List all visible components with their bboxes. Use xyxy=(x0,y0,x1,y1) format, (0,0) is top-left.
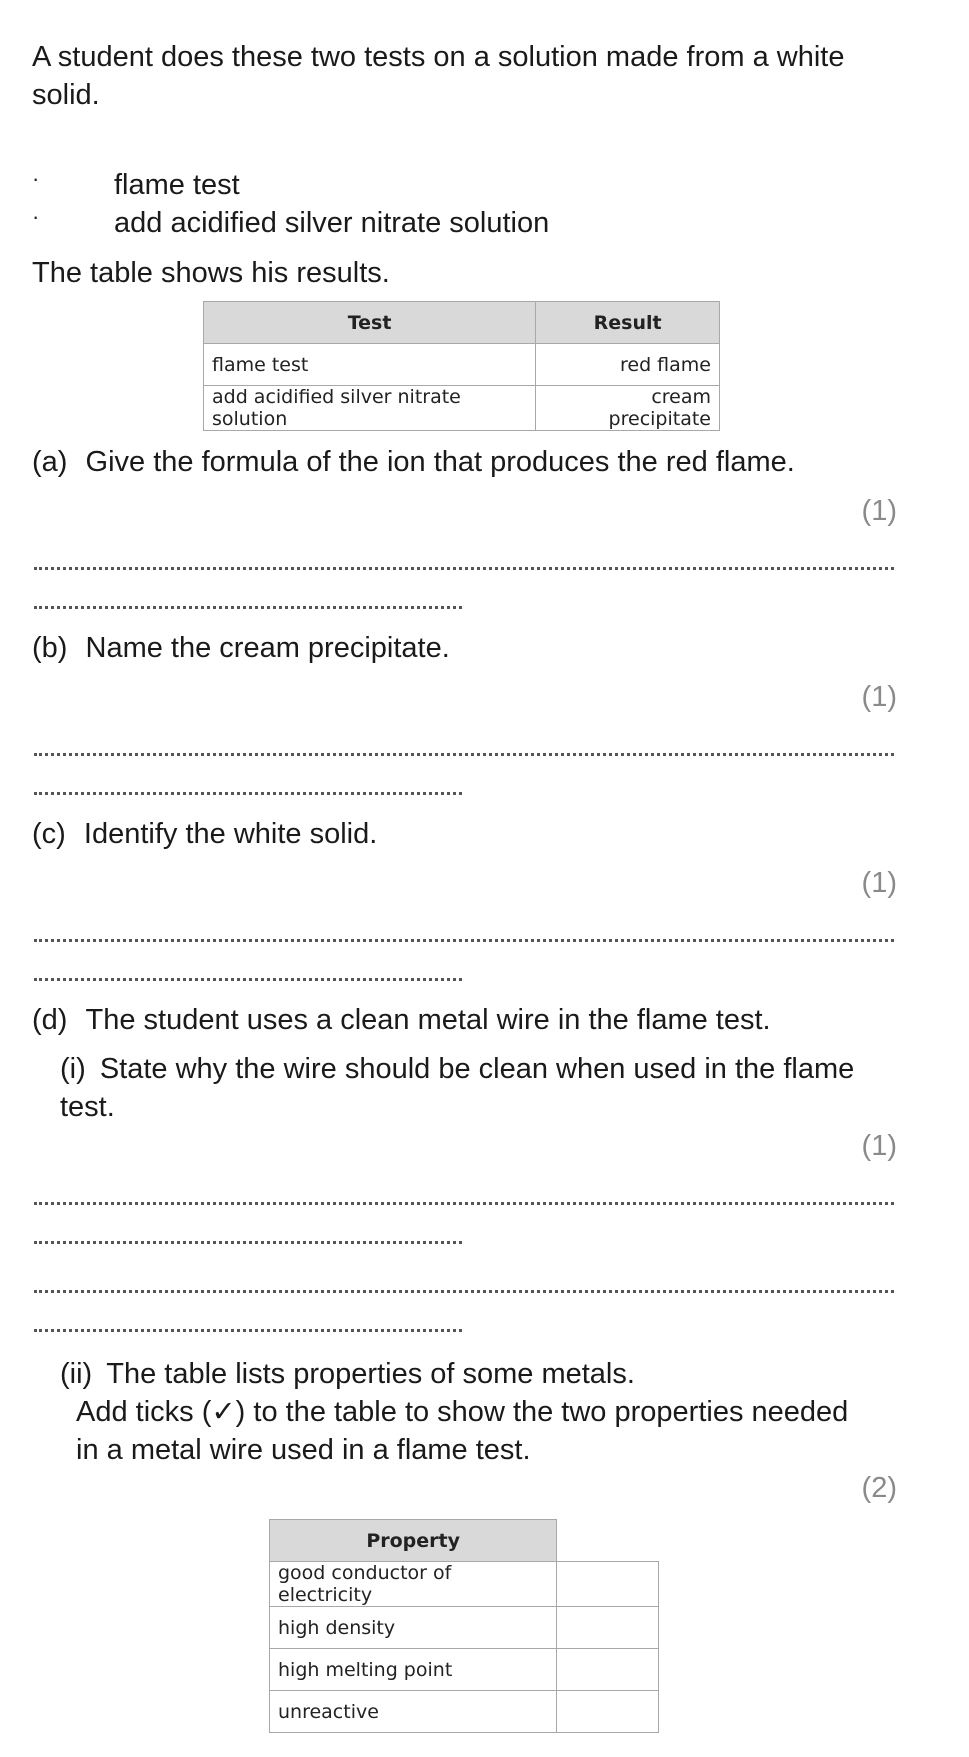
question-d xyxy=(32,1001,771,1039)
results-table-header xyxy=(204,302,720,344)
question-c-text: Identify the white solid. xyxy=(83,818,378,850)
tick-header-blank xyxy=(557,1520,659,1562)
table-row xyxy=(270,1607,659,1649)
marks-d-ii: (2) xyxy=(861,1472,897,1504)
marks-c: (1) xyxy=(861,867,897,899)
property-cell: unreactive xyxy=(270,1691,557,1733)
bullet-marker: · xyxy=(32,166,40,191)
question-c xyxy=(32,815,377,853)
answer-line-d-i-short[interactable] xyxy=(34,1241,462,1244)
tick-box[interactable] xyxy=(557,1691,659,1733)
cell-test: add acidified silver nitrate solution xyxy=(204,386,536,431)
bullet-silver-nitrate: add acidified silver nitrate solution xyxy=(114,207,550,239)
results-table xyxy=(203,301,720,431)
table-row xyxy=(204,344,720,386)
answer-line-a-short[interactable] xyxy=(34,606,462,609)
table-row xyxy=(204,386,720,431)
header-test: Test xyxy=(204,302,536,344)
question-b-text: Name the cream precipitate. xyxy=(85,632,450,664)
question-d-ii-text1: The table lists properties of some metals. xyxy=(106,1358,635,1390)
answer-line-a[interactable] xyxy=(34,567,894,570)
question-d-i xyxy=(60,1050,890,1126)
question-d-ii xyxy=(60,1355,635,1393)
question-a xyxy=(32,443,795,481)
header-property: Property xyxy=(270,1520,557,1562)
tick-box[interactable] xyxy=(557,1649,659,1691)
marks-a: (1) xyxy=(861,495,897,527)
table-row xyxy=(270,1691,659,1733)
marks-d-i: (1) xyxy=(861,1130,897,1162)
question-d-i-label: (i) xyxy=(60,1053,86,1085)
question-d-text: The student uses a clean metal wire in the flame test. xyxy=(85,1004,771,1036)
question-a-label: (a) xyxy=(32,446,68,478)
property-cell: good conductor of electricity xyxy=(270,1562,557,1607)
question-a-text: Give the formula of the ion that produces the red flame. xyxy=(85,446,795,478)
bullet-flame-test: flame test xyxy=(114,169,240,201)
question-d-i-text: State why the wire should be clean when used in the flame test. xyxy=(60,1053,855,1123)
header-result: Result xyxy=(536,302,720,344)
answer-line-d-i-2-short[interactable] xyxy=(34,1329,462,1332)
table-row xyxy=(270,1649,659,1691)
answer-line-b-short[interactable] xyxy=(34,792,462,795)
question-d-ii-label: (ii) xyxy=(60,1358,93,1390)
question-d-label: (d) xyxy=(32,1004,68,1036)
bullet-marker: · xyxy=(32,204,40,229)
property-cell: high melting point xyxy=(270,1649,557,1691)
table-intro: The table shows his results. xyxy=(32,257,390,289)
answer-line-c[interactable] xyxy=(34,939,894,942)
marks-b: (1) xyxy=(861,681,897,713)
answer-line-c-short[interactable] xyxy=(34,978,462,981)
property-cell: high density xyxy=(270,1607,557,1649)
tick-box[interactable] xyxy=(557,1607,659,1649)
tick-box[interactable] xyxy=(557,1562,659,1607)
answer-line-b[interactable] xyxy=(34,753,894,756)
property-table xyxy=(269,1519,659,1733)
cell-result: cream precipitate xyxy=(536,386,720,431)
cell-test: flame test xyxy=(204,344,536,386)
property-table-header xyxy=(270,1520,659,1562)
question-b-label: (b) xyxy=(32,632,68,664)
table-row xyxy=(270,1562,659,1607)
intro-text: A student does these two tests on a solution made from a white solid. xyxy=(32,41,845,111)
answer-line-d-i-2[interactable] xyxy=(34,1290,894,1293)
answer-line-d-i[interactable] xyxy=(34,1202,894,1205)
question-b xyxy=(32,629,450,667)
question-d-ii-text2: Add ticks (✓) to the table to show the two properties needed in a metal wire used in a flame test. xyxy=(76,1396,849,1466)
question-c-label: (c) xyxy=(32,818,66,850)
cell-result: red flame xyxy=(536,344,720,386)
